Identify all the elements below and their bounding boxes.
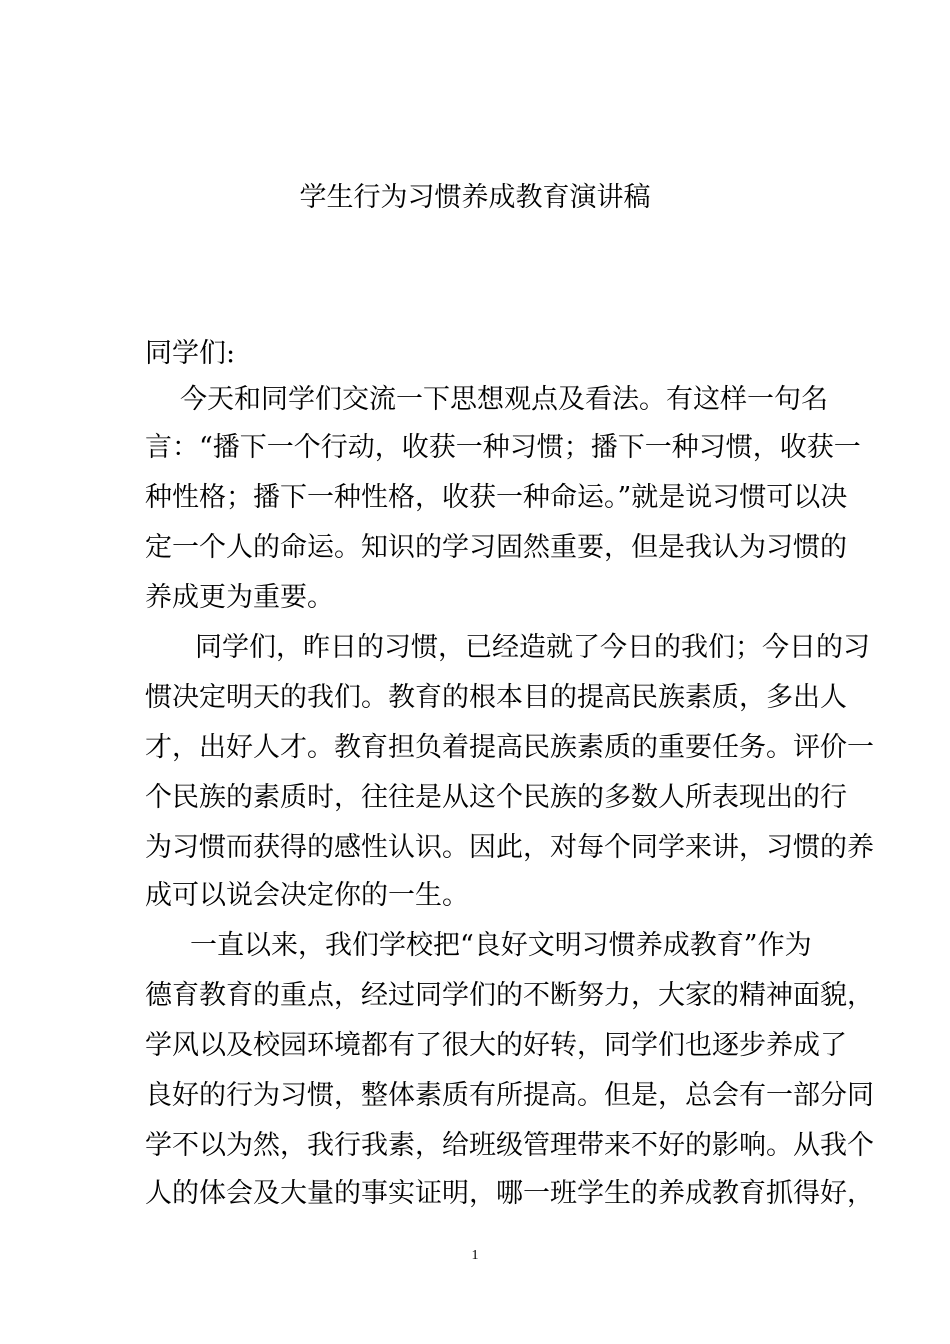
paragraph-line: 种性格；播下一种性格，收获一种命运。”就是说习惯可以决 [145, 482, 848, 513]
paragraph-line: 今天和同学们交流一下思想观点及看法。有这样一句名 [180, 384, 828, 415]
paragraph-line: 成可以说会决定你的一生。 [145, 880, 469, 911]
page-number: 1 [471, 1248, 479, 1263]
paragraph-line: 良好的行为习惯，整体素质有所提高。但是，总会有一部分同 [145, 1080, 874, 1111]
paragraph-line: 学不以为然，我行我素，给班级管理带来不好的影响。从我个 [145, 1130, 874, 1161]
paragraph-line: 个民族的素质时，往往是从这个民族的多数人所表现出的行 [145, 782, 847, 813]
paragraph-line: 言：“播下一个行动，收获一种习惯；播下一种习惯，收获一 [145, 432, 861, 463]
page-title: 学生行为习惯养成教育演讲稿 [299, 182, 651, 213]
salutation: 同学们: [145, 338, 236, 369]
paragraph-line: 才，出好人才。教育担负着提高民族素质的重要任务。评价一 [145, 732, 874, 763]
paragraph-line: 一直以来，我们学校把“良好文明习惯养成教育”作为 [190, 930, 812, 961]
paragraph-line: 惯决定明天的我们。教育的根本目的提高民族素质，多出人 [145, 682, 847, 713]
paragraph-line: 德育教育的重点，经过同学们的不断努力，大家的精神面貌， [145, 980, 874, 1011]
paragraph-line: 定一个人的命运。知识的学习固然重要，但是我认为习惯的 [145, 532, 847, 563]
paragraph-line: 为习惯而获得的感性认识。因此，对每个同学来讲，习惯的养 [145, 832, 874, 863]
paragraph-line: 养成更为重要。 [145, 582, 334, 613]
paragraph-line: 同学们，昨日的习惯，已经造就了今日的我们；今日的习 [195, 632, 870, 663]
paragraph-line: 人的体会及大量的事实证明，哪一班学生的养成教育抓得好， [145, 1178, 874, 1209]
paragraph-line: 学风以及校园环境都有了很大的好转，同学们也逐步养成了 [145, 1030, 847, 1061]
